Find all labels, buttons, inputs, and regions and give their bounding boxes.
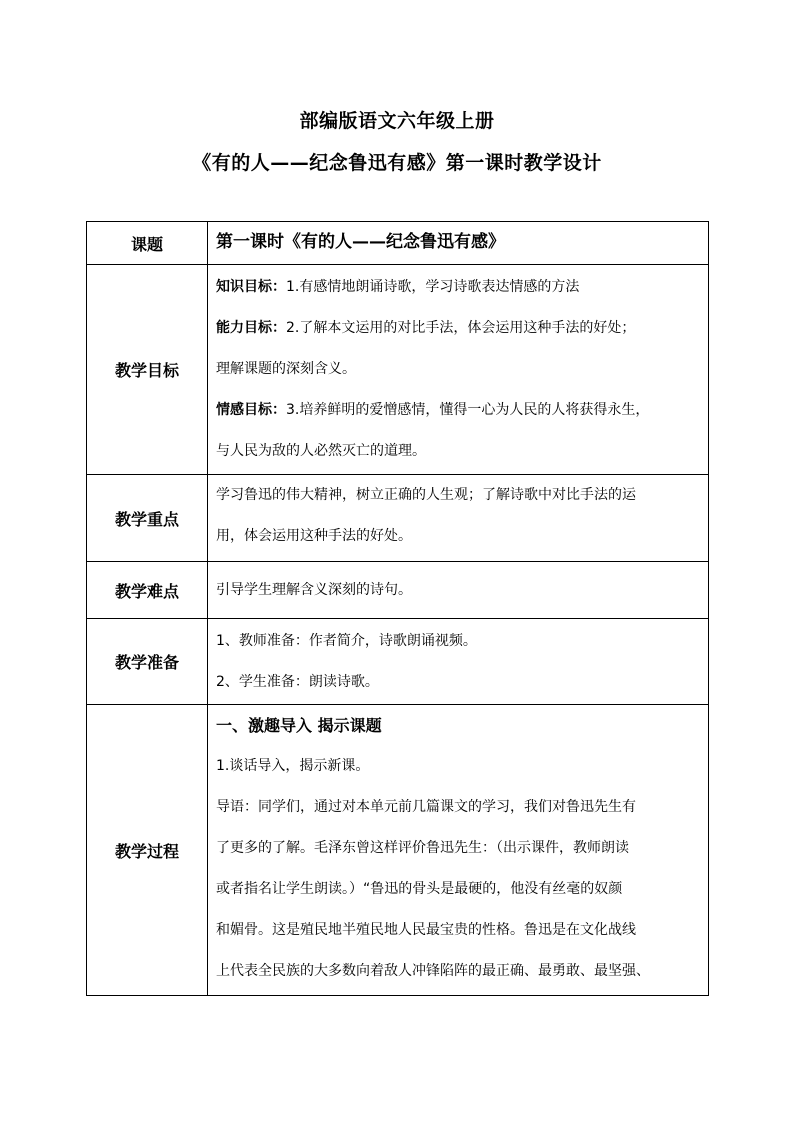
preparation-content <box>208 619 709 705</box>
topic-value <box>208 222 709 265</box>
emotion-text: 3.培养鲜明的爱憎感情，懂得一心为人民的人将获得永生， <box>286 402 650 418</box>
process-text-line: 或者指名让学生朗读。）“鲁迅的骨头是最硬的，他没有丝毫的奴颜 <box>216 881 623 897</box>
process-text-line: 和媚骨。这是殖民地半殖民地人民最宝贵的性格。鲁迅是在文化战线 <box>216 922 636 938</box>
table-row-objectives <box>87 265 709 475</box>
knowledge-text: 1.有感情地朗诵诗歌，学习诗歌表达情感的方法 <box>286 279 580 295</box>
emotion-objective <box>216 390 702 431</box>
process-text-line: 了更多的了解。毛泽东曾这样评价鲁迅先生：（出示课件，教师朗读 <box>216 840 629 856</box>
key-points-line: 用，体会运用这种手法的好处。 <box>216 528 412 544</box>
preparation-item: 1、教师准备：作者简介，诗歌朗诵视频。 <box>216 632 477 649</box>
row-header-key-points: 教学重点 <box>87 475 208 562</box>
ability-label: 能力目标： <box>216 320 286 336</box>
ability-objective <box>216 308 702 349</box>
process-text-line: 上代表全民族的大多数向着敌人冲锋陷阵的最正确、最勇敢、最坚强、 <box>216 963 650 979</box>
knowledge-objective <box>216 267 702 308</box>
row-header-topic: 课题 <box>87 222 208 265</box>
difficulties-text: 引导学生理解含义深刻的诗句。 <box>216 581 412 598</box>
document-subtitle: 《有的人——纪念鲁迅有感》第一课时教学设计 <box>192 152 602 174</box>
table-row-difficulties <box>87 562 709 619</box>
ability-objective-cont: 理解课题的深刻含义。 <box>216 361 356 377</box>
row-header-process: 教学过程 <box>87 705 208 996</box>
lesson-plan-table <box>86 221 709 996</box>
emotion-label: 情感目标： <box>216 402 286 418</box>
preparation-item: 2、学生准备：朗读诗歌。 <box>216 673 379 690</box>
process-section-title: 一、激趣导入 揭示课题 <box>216 716 382 735</box>
table-row-process <box>87 705 709 996</box>
table-row-key-points <box>87 475 709 562</box>
key-points-line: 学习鲁迅的伟大精神，树立正确的人生观；了解诗歌中对比手法的运 <box>216 487 636 503</box>
row-header-difficulties: 教学难点 <box>87 562 208 619</box>
knowledge-label: 知识目标： <box>216 279 286 295</box>
row-header-objectives: 教学目标 <box>87 265 208 475</box>
objectives-content <box>208 265 709 475</box>
table-row-preparation <box>87 619 709 705</box>
row-header-preparation: 教学准备 <box>87 619 208 705</box>
process-content <box>208 705 709 996</box>
document-title: 部编版语文六年级上册 <box>299 110 495 132</box>
ability-text: 2.了解本文运用的对比手法，体会运用这种手法的好处； <box>286 320 636 336</box>
process-step: 1.谈话导入，揭示新课。 <box>216 758 370 774</box>
emotion-objective-cont: 与人民为敌的人必然灭亡的道理。 <box>216 443 426 459</box>
key-points-content <box>208 475 709 562</box>
difficulties-content <box>208 562 709 619</box>
topic-text: 第一课时《有的人——纪念鲁迅有感》 <box>216 232 505 252</box>
table-row-topic <box>87 222 709 265</box>
process-text-line: 导语：同学们，通过对本单元前几篇课文的学习，我们对鲁迅先生有 <box>216 799 636 815</box>
